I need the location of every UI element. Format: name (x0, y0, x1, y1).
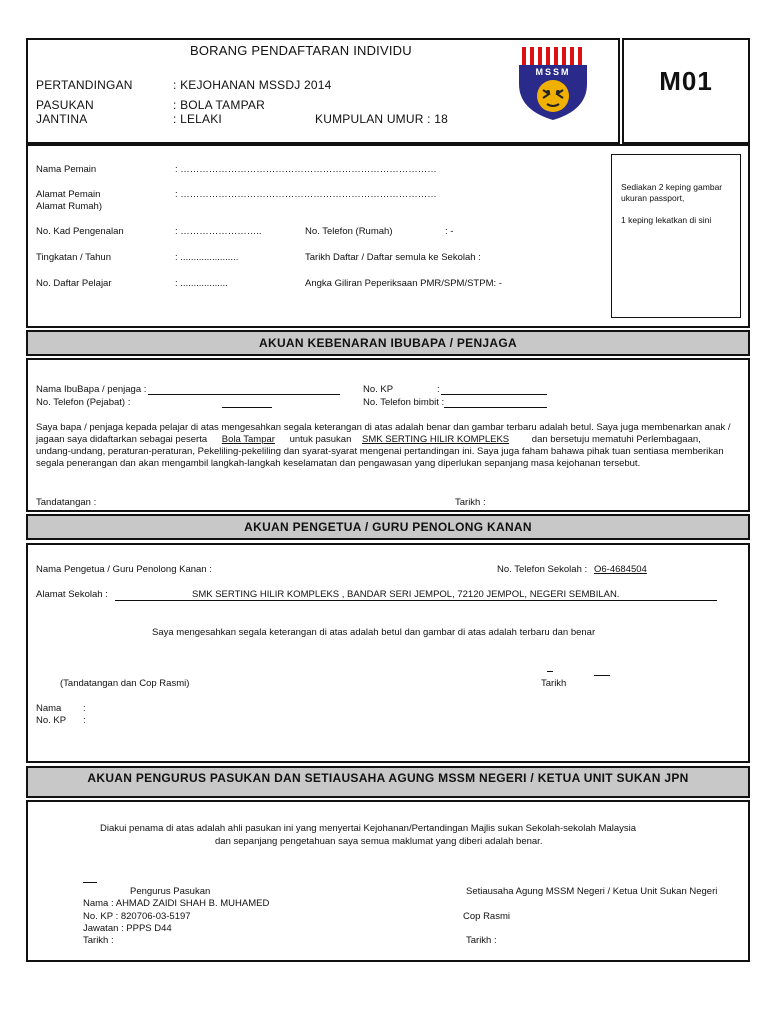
principal-statement: Saya mengesahkan segala keterangan di atas adalah betul dan gambar di atas adalah terbaru dan benar (152, 627, 596, 638)
mssm-logo-icon (516, 44, 590, 122)
parent-section-title: AKUAN KEBENARAN IBUBAPA / PENJAGA (26, 330, 750, 356)
photo-note-2: ukuran passport, (621, 193, 685, 203)
parent-paragraph-2b: untuk pasukan (289, 434, 352, 445)
parent-paragraph-line-4: segala penerangan dan akan mengambil langkah-langkah keselamatan dan pengawasan yang diperlukan sepanjang masa kejohanan tersebut. (36, 458, 641, 469)
alamat-pemain-label: Alamat Pemain (36, 189, 101, 200)
tingkatan-label: Tingkatan / Tahun (36, 252, 111, 263)
principal-name-label: Nama Pengetua / Guru Penolong Kanan : (36, 564, 212, 575)
ic-label: No. Kad Pengenalan (36, 226, 124, 237)
parent-tel-bimbit-label: No. Telefon bimbit : (363, 397, 445, 408)
principal-kp-label: No. KP (36, 715, 67, 726)
principal-date-dash-1 (547, 671, 553, 672)
manager-section-title: AKUAN PENGURUS PASUKAN DAN SETIAUSAHA AGUNG MSSM NEGERI / KETUA UNIT SUKAN JPN (26, 766, 750, 798)
daftar-pelajar-label: No. Daftar Pelajar (36, 278, 112, 289)
school-address-label: Alamat Sekolah : (36, 589, 108, 600)
photo-note-1: Sediakan 2 keping gambar (621, 182, 723, 192)
jantina-value: : LELAKI (173, 112, 222, 126)
principal-kp-colon: : (83, 715, 86, 726)
school-phone-label: No. Telefon Sekolah : (497, 564, 588, 575)
angka-giliran-label: Angka Giliran Peperiksaan PMR/SPM/STPM: - (305, 278, 502, 289)
pertandingan-label: PERTANDINGAN (36, 78, 133, 92)
manager-jawatan: Jawatan : PPPS D44 (83, 923, 172, 934)
tingkatan-field[interactable]: : ...................... (175, 252, 239, 263)
principal-box (26, 543, 750, 763)
principal-signature-label: (Tandatangan dan Cop Rasmi) (60, 678, 190, 689)
parent-tel-pejabat-line[interactable] (222, 407, 272, 408)
parent-sport-value: Bola Tampar (221, 434, 275, 445)
parent-paragraph-line-2 (36, 434, 701, 445)
parent-kp-line[interactable] (441, 394, 547, 395)
manager-kp: No. KP : 820706-03-5197 (83, 911, 191, 922)
parent-tel-bimbit-line[interactable] (444, 407, 547, 408)
parent-paragraph-line-3: undang-undang, peraturan-peraturan, Pekeliling-pekeliling dan syarat-syarat mengenai pertandingan ini. Saya juga faham bahawa pihak tuan sentiasa memberikan (36, 446, 724, 457)
secretary-cop-rasmi: Cop Rasmi (463, 911, 510, 922)
pertandingan-value: : KEJOHANAN MSSDJ 2014 (173, 78, 332, 92)
nama-pemain-label: Nama Pemain (36, 164, 97, 175)
parent-name-line[interactable] (148, 394, 340, 395)
principal-nama-colon: : (83, 703, 86, 714)
jantina-label: JANTINA (36, 112, 88, 126)
parent-name-label: Nama IbuBapa / penjaga : (36, 384, 147, 395)
parent-paragraph-2a: jagaan saya didaftarkan sebagai peserta (36, 434, 208, 445)
manager-name: Nama : AHMAD ZAIDI SHAH B. MUHAMED (83, 898, 270, 909)
principal-date-label: Tarikh (541, 678, 567, 689)
principal-section-title: AKUAN PENGETUA / GURU PENOLONG KANAN (26, 514, 750, 540)
manager-title: Pengurus Pasukan (130, 886, 211, 897)
parent-paragraph-2c: dan bersetuju mematuhi Perlembagaan, (531, 434, 701, 445)
tel-rumah-label: No. Telefon (Rumah) (305, 226, 393, 237)
form-title: BORANG PENDAFTARAN INDIVIDU (190, 43, 412, 58)
manager-statement-2: dan sepanjang pengetahuan saya semua maklumat yang diberi adalah benar. (215, 836, 543, 847)
manager-tarikh: Tarikh : (83, 935, 114, 946)
alamat-rumah-label: Alamat Rumah) (36, 201, 102, 212)
tel-rumah-field[interactable]: : - (445, 226, 454, 237)
parent-paragraph-line-1: Saya bapa / penjaga kepada pelajar di atas mengesahkan segala keterangan di atas adalah benar dan gambar terbaru adalah betul. Saya juga membenarkan anak / (36, 422, 731, 433)
parent-team-value: SMK SERTING HILIR KOMPLEKS (362, 434, 510, 445)
parent-date-label: Tarikh : (455, 497, 486, 508)
principal-nama-label: Nama (36, 703, 62, 714)
ic-field[interactable]: : …………………….. (175, 226, 262, 237)
alamat-pemain-field[interactable]: : ……………………………………………………………………… (175, 189, 437, 200)
principal-date-dash-2 (594, 675, 610, 676)
parent-kp-colon: : (437, 384, 440, 395)
manager-signature-dash (83, 882, 97, 883)
parent-tel-pejabat-label: No. Telefon (Pejabat) : (36, 397, 131, 408)
school-address-value: SMK SERTING HILIR KOMPLEKS , BANDAR SERI JEMPOL, 72120 JEMPOL, NEGERI SEMBILAN. (192, 589, 620, 600)
photo-box[interactable] (611, 154, 741, 318)
pasukan-value: : BOLA TAMPAR (173, 98, 265, 112)
secretary-tarikh: Tarikh : (466, 935, 497, 946)
manager-statement-1: Diakui penama di atas adalah ahli pasukan ini yang menyertai Kejohanan/Pertandingan Majlis sukan Sekolah-sekolah Malaysia (100, 823, 637, 834)
school-address-line (115, 600, 717, 601)
daftar-pelajar-field[interactable]: : .................. (175, 278, 228, 289)
nama-pemain-field[interactable]: : ……………………………………………………………………… (175, 164, 437, 175)
kumpulan-umur: KUMPULAN UMUR : 18 (315, 112, 448, 126)
secretary-title: Setiausaha Agung MSSM Negeri / Ketua Unit Sukan Negeri (466, 886, 718, 897)
photo-note-3: 1 keping lekatkan di sini (621, 215, 712, 225)
parent-kp-label: No. KP (363, 384, 394, 395)
logo-text: MSSM (535, 67, 571, 77)
pasukan-label: PASUKAN (36, 98, 94, 112)
parent-signature-label: Tandatangan : (36, 497, 97, 508)
school-phone-value: O6-4684504 (594, 564, 647, 575)
tarikh-daftar-label: Tarikh Daftar / Daftar semula ke Sekolah : (305, 252, 481, 263)
form-code: M01 (659, 66, 713, 96)
